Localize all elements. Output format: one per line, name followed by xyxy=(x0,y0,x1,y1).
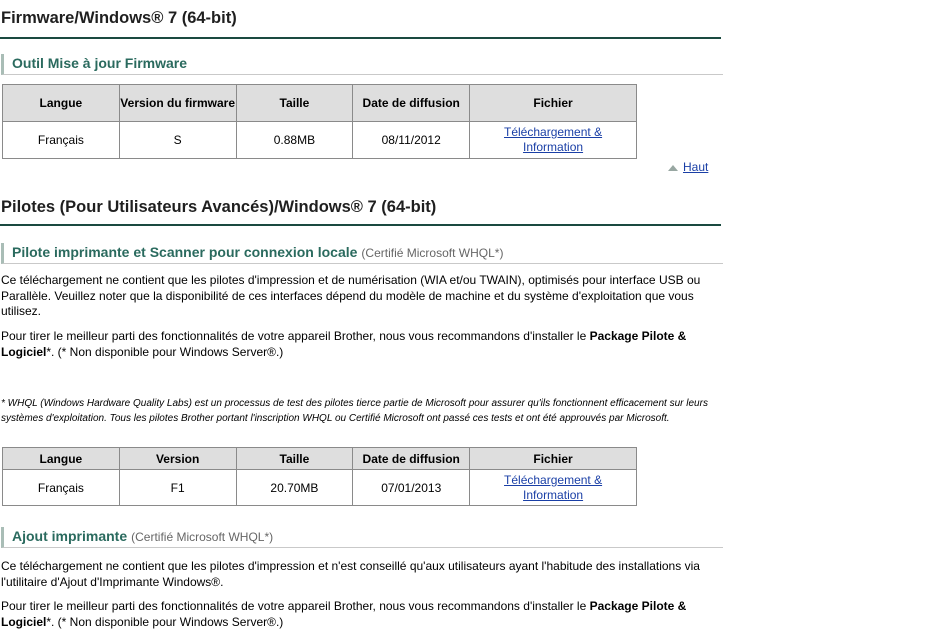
recommend-note: *. (* Non disponible pour Windows Server®.) xyxy=(46,344,284,359)
add-printer-description: Ce téléchargement ne contient que les pilotes d'impression et n'est conseillé qu'aux utilisateurs ayant l'habitude des installations via l'utilitaire d'Ajout d'Imprimante Windows®. xyxy=(1,559,700,589)
whql-badge-text: (Certifié Microsoft WHQL*) xyxy=(361,246,504,260)
firmware-download-link[interactable]: Téléchargement & Information xyxy=(504,125,603,154)
recommend-note: *. (* Non disponible pour Windows Server®.) xyxy=(46,614,284,629)
cell-date: 08/11/2012 xyxy=(353,122,470,159)
col-header-version: Version du firmware xyxy=(119,85,236,122)
table-row xyxy=(3,122,637,159)
col-header-taille: Taille xyxy=(236,448,353,470)
driver-description: Ce téléchargement ne contient que les pilotes d'impression et de numérisation (WIA et/ou TWAIN), optimisés pour interface USB ou Parallèle. Veuillez noter que la disponibilité de ces interfaces dépend du modèle de machine et du système d'exploitation que vous utilisez. xyxy=(1,273,701,318)
cell-taille: 20.70MB xyxy=(236,470,353,506)
firmware-tool-title: Outil Mise à jour Firmware xyxy=(12,55,188,71)
package-name: Package Pilote & Logiciel xyxy=(1,329,687,359)
driver-header xyxy=(1,243,723,264)
whql-badge-text: (Certifié Microsoft WHQL*) xyxy=(131,530,274,544)
firmware-download-table xyxy=(2,84,637,159)
arrow-up-icon xyxy=(668,165,678,171)
firmware-tool-header xyxy=(1,54,723,75)
driver-title: Pilote imprimante et Scanner pour connexion locale xyxy=(12,244,358,260)
col-header-fichier: Fichier xyxy=(470,85,637,122)
col-header-langue: Langue xyxy=(3,85,120,122)
table-row xyxy=(3,470,637,506)
firmware-section-title: Firmware/Windows® 7 (64-bit) xyxy=(1,9,237,27)
col-header-date: Date de diffusion xyxy=(353,85,470,122)
cell-date: 07/01/2013 xyxy=(353,470,470,506)
cell-fichier xyxy=(470,470,637,506)
recommend-text: Pour tirer le meilleur parti des fonctionnalités de votre appareil Brother, nous vous recommandons d'installer le xyxy=(1,329,587,343)
add-printer-title: Ajout imprimante xyxy=(12,528,128,544)
driver-recommendation xyxy=(1,329,716,360)
col-header-date: Date de diffusion xyxy=(353,448,470,470)
driver-download-table xyxy=(2,447,637,506)
package-name: Package Pilote & Logiciel xyxy=(1,599,687,629)
cell-version: F1 xyxy=(119,470,236,506)
cell-version: S xyxy=(119,122,236,159)
recommend-text: Pour tirer le meilleur parti des fonctionnalités de votre appareil Brother, nous vous recommandons d'installer le xyxy=(1,599,587,613)
col-header-taille: Taille xyxy=(236,85,353,122)
whql-footnote: * WHQL (Windows Hardware Quality Labs) est un processus de test des pilotes tierce partie de Microsoft pour assurer qu'ils fonctionnent efficacement sur leurs systèmes d'exploitation. Tous les pilotes Brother portant l'inscription WHQL ou Certifié Microsoft ont passé ces tests et ont été approuvés par Microsoft. xyxy=(1,398,708,424)
back-to-top xyxy=(668,160,708,174)
cell-fichier xyxy=(470,122,637,159)
col-header-fichier: Fichier xyxy=(470,448,637,470)
add-printer-recommendation xyxy=(1,599,716,630)
col-header-version: Version xyxy=(119,448,236,470)
cell-taille: 0.88MB xyxy=(236,122,353,159)
add-printer-header xyxy=(1,527,723,548)
drivers-section-title: Pilotes (Pour Utilisateurs Avancés)/Windows® 7 (64-bit) xyxy=(1,198,437,216)
cell-langue: Français xyxy=(3,122,120,159)
driver-download-link[interactable]: Téléchargement & Information xyxy=(504,472,603,502)
back-to-top-link[interactable]: Haut xyxy=(683,160,709,174)
title-divider xyxy=(0,37,721,39)
title-divider xyxy=(0,224,721,226)
cell-langue: Français xyxy=(3,470,120,506)
col-header-langue: Langue xyxy=(3,448,120,470)
